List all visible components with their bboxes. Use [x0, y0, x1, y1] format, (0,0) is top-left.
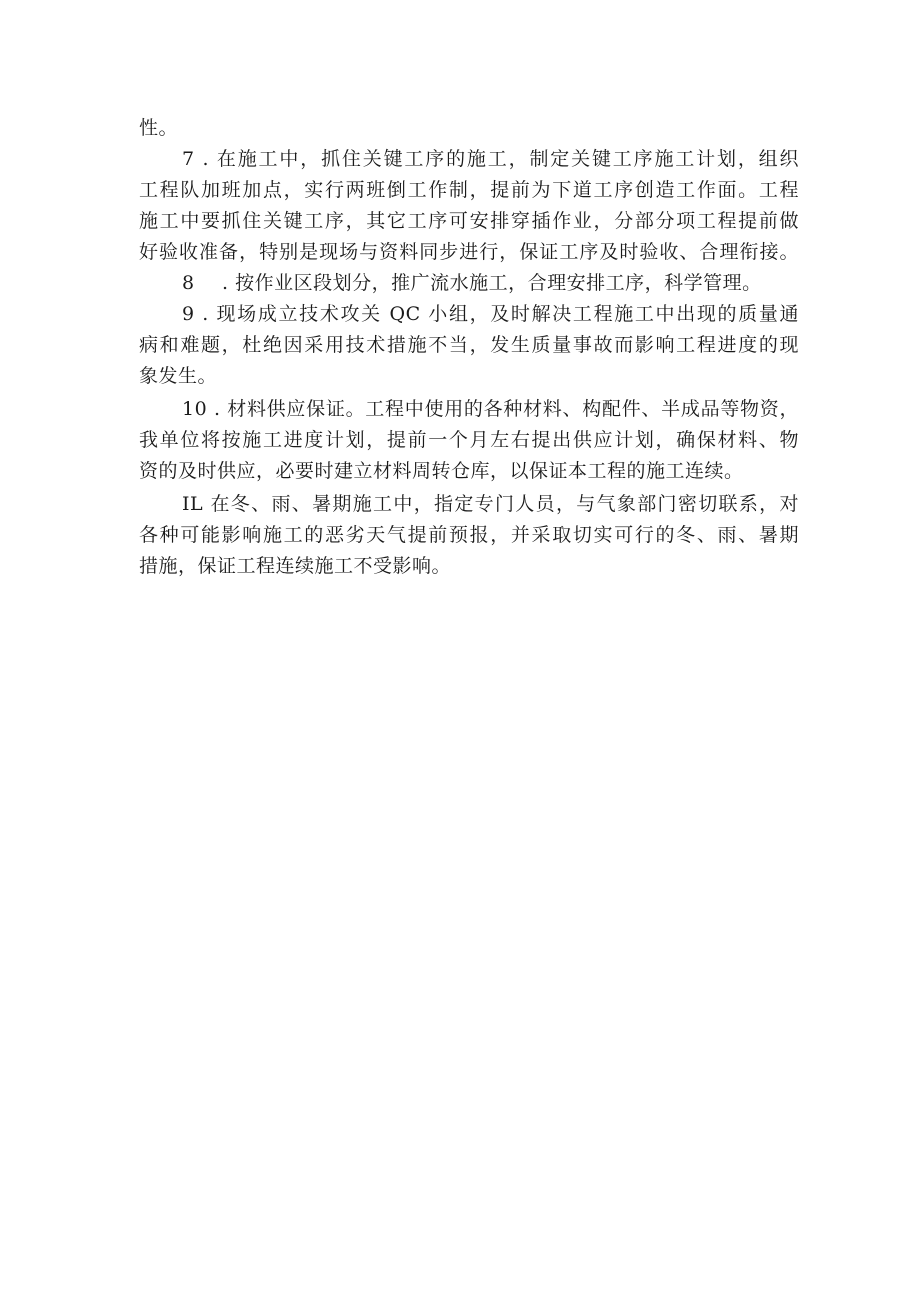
item-8-line-1 — [139, 268, 799, 299]
item-11-line-2: 各种可能影响施工的恶劣天气提前预报，并采取切实可行的冬、雨、暑期 — [139, 524, 799, 546]
text-line-1: 性。 — [139, 117, 179, 139]
item-9-line-3: 象发生。 — [139, 365, 218, 387]
item-7-line-2: 工程队加班加点，实行两班倒工作制，提前为下道工序创造工作面。工程 — [139, 179, 799, 201]
item-7-line-4: 好验收准备，特别是现场与资料同步进行，保证工序及时验收、合理衔接。 — [139, 241, 799, 263]
item-7-line-1: 7 . 在施工中，抓住关键工序的施工，制定关键工序施工计划，组织 — [182, 148, 799, 170]
document-body — [139, 113, 799, 582]
item-9-line-2: 病和难题，杜绝因采用技术措施不当，发生质量事故而影响工程进度的现 — [139, 334, 799, 356]
item-10-line-1: 10 . 材料供应保证。工程中使用的各种材料、构配件、半成品等物资， — [182, 398, 799, 420]
item-8-text: . 按作业区段划分，推广流水施工，合理安排工序，科学管理。 — [222, 272, 762, 294]
item-10-line-2: 我单位将按施工进度计划，提前一个月左右提出供应计划，确保材料、物 — [139, 429, 799, 451]
item-11-line-1: IL 在冬、雨、暑期施工中，指定专门人员，与气象部门密切联系，对 — [182, 493, 799, 515]
item-7-line-3: 施工中要抓住关键工序，其它工序可安排穿插作业，分部分项工程提前做 — [139, 210, 799, 232]
item-10-line-3: 资的及时供应，必要时建立材料周转仓库，以保证本工程的施工连续。 — [139, 460, 744, 482]
item-9-line-1: 9 . 现场成立技术攻关 QC 小组，及时解决工程施工中出现的质量通 — [182, 303, 799, 325]
item-11-line-3: 措施，保证工程连续施工不受影响。 — [139, 555, 452, 577]
item-8-number: 8 — [182, 272, 195, 294]
